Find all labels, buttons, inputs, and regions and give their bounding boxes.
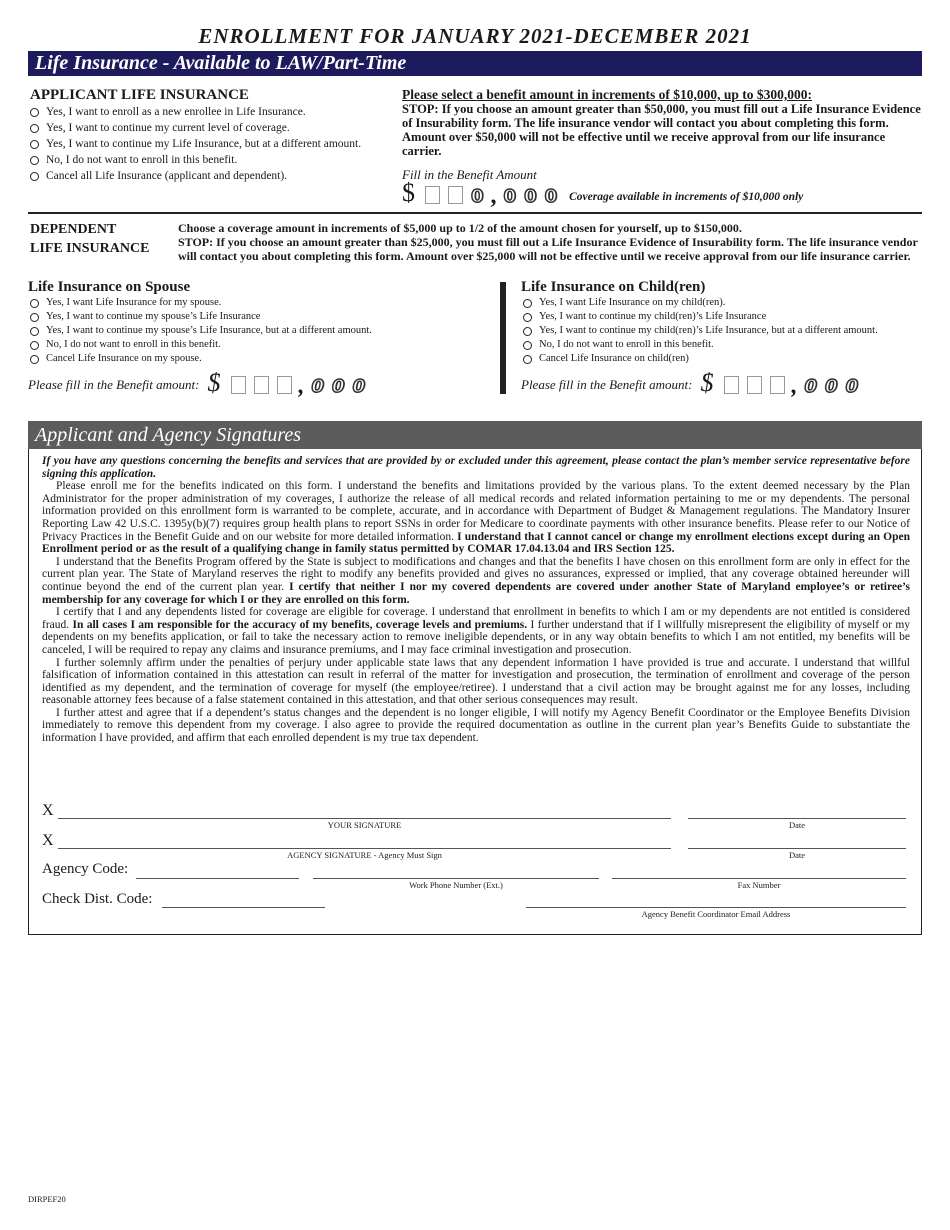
digit-zero: 0 [845, 376, 859, 397]
children-option-different[interactable]: Yes, I want to continue my child(ren)’s Life Insurance, but at a different amount. [523, 324, 878, 338]
form-code: DIRPEF20 [28, 1194, 66, 1204]
children-option-continue[interactable]: Yes, I want to continue my child(ren)’s Life Insurance [523, 310, 878, 324]
spouse-options [30, 296, 372, 366]
legal-intro: If you have any questions concerning the benefits and services that are provided by or excluded under this agreement, please contact the plan’s member service representative before signing this application. [42, 455, 910, 480]
comma: , [298, 373, 305, 399]
x-mark: X [42, 832, 54, 849]
children-option-no[interactable]: No, I do not want to enroll in this benefit. [523, 338, 878, 352]
digit-zero: 0 [524, 186, 537, 207]
digit-box[interactable] [724, 376, 739, 394]
spouse-amount-field: Please fill in the Benefit amount: $ , 0 0 0 [28, 368, 366, 399]
date-label-1: Date [788, 820, 806, 830]
spouse-option-continue[interactable]: Yes, I want to continue my spouse’s Life Insurance [30, 310, 372, 324]
page-title: ENROLLMENT FOR JANUARY 2021-DECEMBER 2021 [198, 24, 752, 48]
work-phone-field[interactable] [313, 862, 599, 879]
check-dist-field[interactable] [162, 891, 325, 908]
agency-signature-label: AGENCY SIGNATURE - Agency Must Sign [287, 850, 442, 860]
dependent-heading: DEPENDENT LIFE INSURANCE [30, 222, 150, 256]
legal-text [42, 455, 910, 745]
your-signature-label: YOUR SIGNATURE [327, 820, 402, 830]
spouse-option-cancel[interactable]: Cancel Life Insurance on my spouse. [30, 352, 372, 366]
radio-icon[interactable] [30, 124, 39, 133]
applicant-option-cancel[interactable]: Cancel all Life Insurance (applicant and dependent). [30, 168, 361, 184]
applicant-amount-field [402, 178, 804, 209]
children-option-yes[interactable]: Yes, I want Life Insurance on my child(ren). [523, 296, 878, 310]
legal-paragraph-3: I certify that I and any dependents listed for coverage are eligible for coverage. I understand that enrollment in benefits to which I am or my dependents are not entitled is considered fraud. In all cases I am responsible for the accuracy of my benefits, coverage levels and premiums. I further understand that if I willfully misrepresent the eligibility of myself or my dependents on my benefits application, or fail to take the necessary action to remove ineligible dependents, or in any way obtain benefits to which I am not entitled, my benefits will be canceled, I will be required to repay any claims and insurance premiums, and I may face criminal investigation and prosecution. [42, 606, 911, 656]
agency-code-field[interactable] [136, 862, 299, 879]
comma: , [791, 373, 798, 399]
spouse-option-no[interactable]: No, I do not want to enroll in this benefit. [30, 338, 372, 352]
spouse-option-different[interactable]: Yes, I want to continue my spouse’s Life Insurance, but at a different amount. [30, 324, 372, 338]
legal-paragraph-4: I further solemnly affirm under the penalties of perjury under applicable state laws that any dependent information I have provided is true and accurate. I understand that willful falsification of information contained in this attestation can result in referral of the matter for investigation and prosecution, the termination of enrollment and coverage of the person identified as my dependent, and the termination of coverage for myself (the employee/retiree). I understand that a civil action may be brought against me for any losses, including reasonable attorney fees because of a false statement contained in this attestation, and that other serious consequences may result. [42, 656, 910, 707]
digit-box[interactable] [254, 376, 269, 394]
work-phone-label: Work Phone Number (Ext.) [409, 880, 503, 890]
digit-box[interactable] [231, 376, 246, 394]
fax-field[interactable] [612, 862, 906, 879]
date-line-2[interactable] [688, 832, 906, 849]
applicant-option-different[interactable]: Yes, I want to continue my Life Insurance, but at a different amount. [30, 136, 361, 152]
applicant-option-new[interactable]: Yes, I want to enroll as a new enrollee in Life Insurance. [30, 104, 361, 120]
radio-icon[interactable] [30, 108, 39, 117]
digit-box[interactable] [425, 186, 440, 204]
children-heading: Life Insurance on Child(ren) [521, 279, 706, 295]
digit-box[interactable] [770, 376, 785, 394]
digit-zero: 0 [311, 376, 325, 397]
radio-icon[interactable] [30, 172, 39, 181]
applicant-option-continue[interactable]: Yes, I want to continue my current level of coverage. [30, 120, 361, 136]
date-line-1[interactable] [688, 802, 906, 819]
date-label-2: Date [788, 850, 806, 860]
digit-zero: 0 [804, 376, 818, 397]
benefit-amount-heading: Please select a benefit amount in increments of $10,000, up to $300,000: [402, 87, 812, 102]
check-dist-label: Check Dist. Code: [42, 891, 153, 907]
legal-paragraph-1: Please enroll me for the benefits indicated on this form. I understand the benefits and limitations provided by the various plans. To the extent deemed necessary by the Plan Administrator for the proper administration of my coverages, I authorize the release of all medical records and related information pertaining to me or my dependents. The personal information provided on this enrollment form is warranted to be complete, accurate, and in accordance with Department of Budget & Management regulations. The Mandatory Insurer Reporting Law 42 U.S.C. 1395y(b)(7) requires group health plans to report SSNs in order for Medicare to coordinate payments with other insurance benefits. Please refer to our Notice of Privacy Practices in the Benefit Guide and on our website for more detailed information. I understand that I cannot cancel or change my enrollment elections except during an Open Enrollment period or as the result of a qualifying change in family status permitted by COMAR 17.04.13.04 and IRS Section 125. [42, 480, 910, 556]
coordinator-email-field[interactable] [526, 891, 906, 908]
coordinator-email-label: Agency Benefit Coordinator Email Address [641, 909, 791, 919]
fax-label: Fax Number [737, 880, 781, 890]
digit-zero: 0 [825, 376, 838, 397]
radio-icon[interactable] [30, 327, 39, 336]
radio-icon[interactable] [523, 327, 532, 336]
children-amount-field: Please fill in the Benefit amount: $ , 0 0 0 [521, 368, 859, 399]
fill-benefit-label: Fill in the Benefit Amount [402, 167, 537, 182]
digit-box[interactable] [277, 376, 292, 394]
dollar-sign: $ [700, 368, 714, 397]
digit-zero: 0 [352, 376, 366, 397]
children-option-cancel[interactable]: Cancel Life Insurance on child(ren) [523, 352, 878, 366]
spouse-option-yes[interactable]: Yes, I want Life Insurance for my spouse. [30, 296, 372, 310]
your-signature-line[interactable] [58, 802, 671, 819]
radio-icon[interactable] [30, 156, 39, 165]
digit-zero: 0 [544, 186, 558, 207]
radio-icon[interactable] [30, 355, 39, 364]
radio-icon[interactable] [523, 313, 532, 322]
comma: , [490, 183, 497, 209]
children-options [523, 296, 878, 366]
applicant-options [30, 104, 361, 184]
legal-paragraph-5: I further attest and agree that if a dependent’s status changes and the dependent is no longer eligible, I will notify my Agency Benefit Coordinator or the Employee Benefits Division immediately to remove this dependent from my coverage. I also agree to provide the required documentation as outline in the current plan year’s Benefits Guide to substantiate the information I have provided, and affirm that each enrolled dependent is my true tax dependent. [42, 706, 910, 745]
section-bar-life-insurance: Life Insurance - Available to LAW/Part-Time [28, 51, 922, 76]
dependent-instructions: Choose a coverage amount in increments of $5,000 up to 1/2 of the amount chosen for yourself, up to $150,000. STOP: If you choose an amount greater than $25,000, you must fill out a Life Insurance Evidence of Insurability form. The life insurance vendor will contact you about completing this form. Amount over $25,000 will not be effective until we receive approval from our life insurance carrier. [178, 221, 918, 263]
agency-signature-line[interactable] [58, 832, 671, 849]
digit-zero: 0 [503, 186, 517, 207]
digit-zero: 0 [332, 376, 345, 397]
radio-icon[interactable] [523, 299, 532, 308]
column-divider [500, 282, 506, 394]
applicant-stop-notice: STOP: If you choose an amount greater than $50,000, you must fill out a Life Insurance Evidence of Insurability form. The life insurance vendor will contact you about completing this form. Amount over $50,000 will not be effective until we receive approval from our life insurance carrier. [402, 102, 921, 158]
agency-code-label: Agency Code: [42, 861, 129, 877]
radio-icon[interactable] [30, 299, 39, 308]
section-divider [28, 212, 922, 214]
radio-icon[interactable] [523, 341, 532, 350]
coverage-note: Coverage available in increments of $10,000 only [569, 191, 804, 203]
applicant-heading: APPLICANT LIFE INSURANCE [30, 87, 249, 103]
radio-icon[interactable] [30, 140, 39, 149]
radio-icon[interactable] [30, 341, 39, 350]
x-mark: X [42, 802, 54, 819]
legal-paragraph-2: I understand that the Benefits Program offered by the State is subject to modifications and changes and that the benefits I have chosen on this enrollment form are only in effect for the current plan year. The State of Maryland reserves the right to modify any benefits provided and gives no assurances, expressed or implied, that any coverage obtained hereunder will continue beyond the end of the current plan year. I certify that neither I nor my covered dependents are covered under another State of Maryland employee’s or retiree’s membership for any coverage for which I or they are enrolled on this form. [42, 555, 910, 606]
digit-box[interactable] [747, 376, 762, 394]
spouse-heading: Life Insurance on Spouse [28, 279, 191, 295]
section-bar-signatures: Applicant and Agency Signatures [28, 421, 922, 449]
digit-zero: 0 [471, 186, 484, 207]
dollar-sign: $ [402, 178, 415, 207]
applicant-option-no[interactable]: No, I do not want to enroll in this benefit. [30, 152, 361, 168]
radio-icon[interactable] [523, 355, 532, 364]
digit-box[interactable] [448, 186, 463, 204]
radio-icon[interactable] [30, 313, 39, 322]
dollar-sign: $ [207, 368, 221, 397]
